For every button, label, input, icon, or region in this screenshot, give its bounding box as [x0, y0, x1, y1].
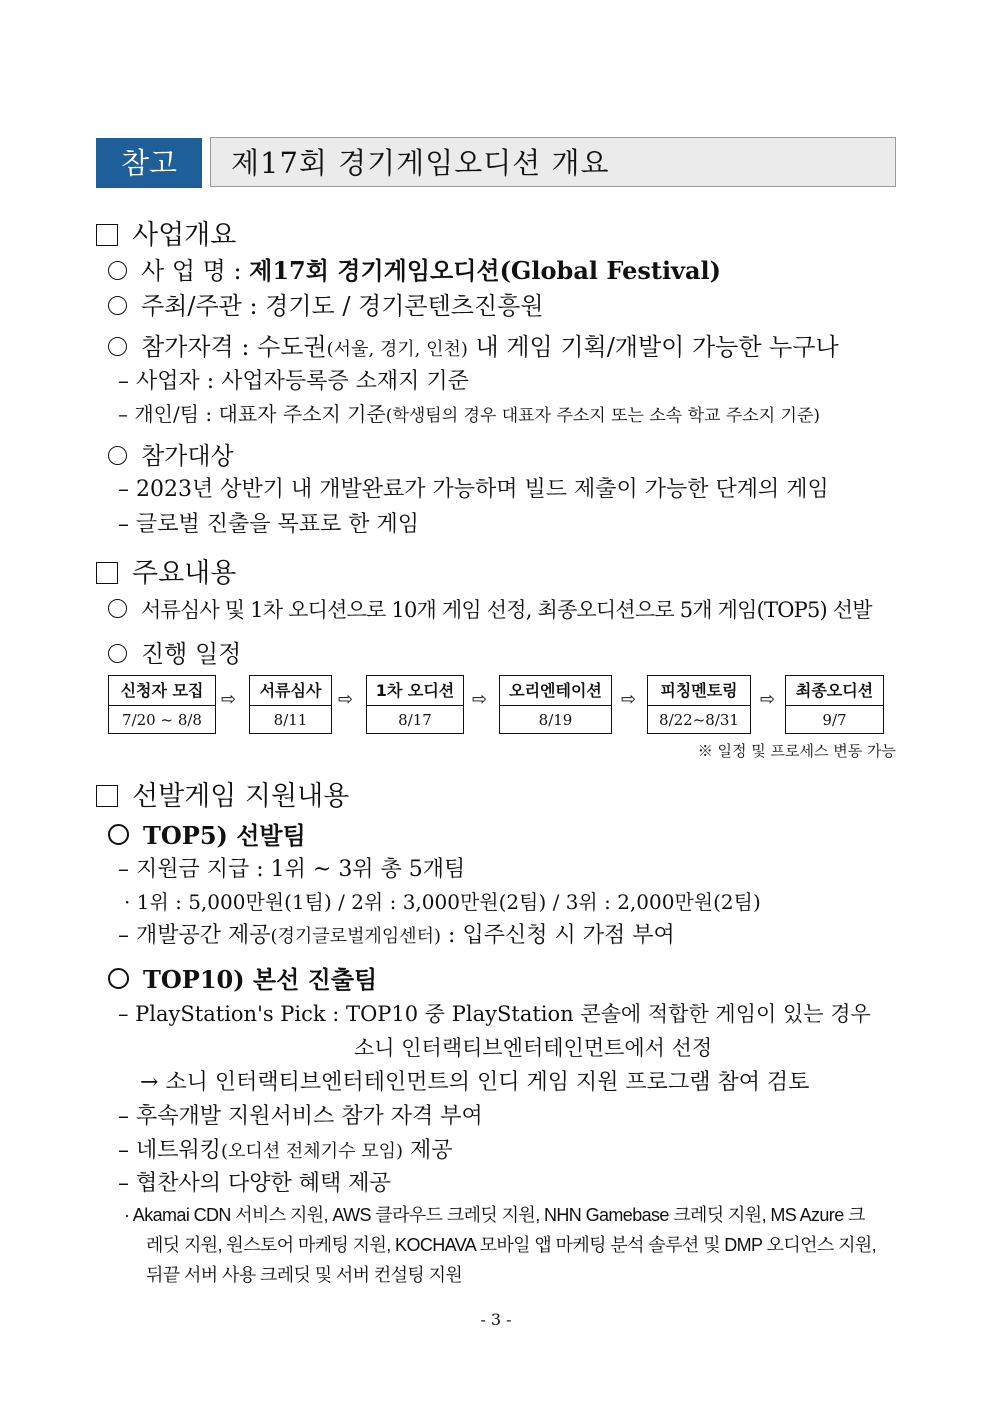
top5-heading: TOP5) 선발팀 [108, 816, 306, 851]
checkbox-square-icon [96, 785, 118, 807]
flow-arrow-icon: ⇨ [472, 689, 488, 710]
flow-arrow-icon: ⇨ [621, 689, 637, 710]
circle-bullet-icon [108, 824, 129, 845]
flow-arrow-icon: ⇨ [338, 689, 354, 710]
sub-business: – 사업자 : 사업자등록증 소재지 기준 [118, 369, 469, 394]
item-target: 참가대상 [108, 436, 234, 471]
step-date: 8/17 [398, 711, 432, 729]
sub-target-1: – 2023년 상반기 내 개발완료가 가능하며 빌드 제출이 가능한 단계의 게임 [118, 477, 829, 502]
top10-heading: TOP10) 본선 진출팀 [108, 960, 377, 995]
step-title: 피칭멘토링 [648, 676, 750, 706]
flow-arrow-icon: ⇨ [221, 689, 237, 710]
circle-bullet-icon [108, 446, 127, 465]
circle-bullet-icon [108, 599, 127, 618]
circle-bullet-icon [108, 261, 127, 280]
circle-bullet-icon [108, 337, 127, 356]
section-heading-main-content: 주요내용 [96, 551, 236, 590]
step-title: 서류심사 [250, 676, 331, 706]
section-heading-support: 선발게임 지원내용 [96, 774, 349, 813]
top5-grant-detail: · 1위 : 5,000만원(1팀) / 2위 : 3,000만원(2팀) / 3위 : 2,000만원(2팀) [124, 890, 761, 914]
step-date: 9/7 [822, 711, 847, 729]
sponsor-list-line-3: 뒤끝 서버 사용 크레딧 및 서버 컨설팅 지원 [146, 1265, 463, 1285]
step-date: 8/11 [273, 711, 308, 729]
schedule-step-document-review [249, 675, 332, 734]
step-title: 최종오디션 [786, 676, 883, 706]
item-project-name: 사 업 명 : 제17회 경기게임오디션(Global Festival) [108, 251, 721, 286]
schedule-step-final-audition [785, 675, 884, 734]
schedule-step-application [108, 675, 216, 734]
checkbox-square-icon [96, 562, 118, 584]
top10-playstation-arrow: → 소니 인터랙티브엔터테인먼트의 인디 게임 지원 프로그램 참여 검토 [140, 1070, 810, 1095]
item-selection: 서류심사 및 1차 오디션으로 10개 게임 선정, 최종오디션으로 5개 게임(TOP5) 선발 [108, 594, 872, 624]
step-date: 8/19 [538, 711, 573, 729]
schedule-note: ※ 일정 및 프로세스 변동 가능 [697, 742, 896, 760]
item-host: 주최/주관 : 경기도 / 경기콘텐츠진흥원 [108, 286, 544, 321]
top10-networking: – 네트워킹(오디션 전체기수 모임) 제공 [118, 1138, 453, 1163]
circle-bullet-icon [108, 296, 127, 315]
circle-bullet-icon [108, 644, 127, 663]
item-eligibility: 참가자격 : 수도권(서울, 경기, 인천) 내 게임 기획/개발이 가능한 누구나 [108, 327, 839, 362]
reference-badge: 참고 [96, 138, 202, 188]
step-title: 1차 오디션 [367, 676, 463, 706]
page-number: - 3 - [480, 1310, 512, 1329]
section-heading-overview: 사업개요 [96, 213, 236, 252]
top5-grant: – 지원금 지급 : 1위 ~ 3위 총 5개팀 [118, 857, 466, 882]
flow-arrow-icon: ⇨ [760, 689, 776, 710]
sub-target-2: – 글로벌 진출을 목표로 한 게임 [118, 512, 419, 537]
step-date: 8/22~8/31 [659, 711, 739, 729]
step-title: 오리엔테이션 [500, 676, 611, 706]
top10-sponsors: – 협찬사의 다양한 혜택 제공 [118, 1171, 391, 1196]
top5-space: – 개발공간 제공(경기글로벌게임센터) : 입주신청 시 가점 부여 [118, 923, 675, 948]
sub-individual: – 개인/팀 : 대표자 주소지 기준(학생팀의 경우 대표자 주소지 또는 소속 학교 주소지 기준) [118, 402, 820, 426]
top10-followup: – 후속개발 지원서비스 참가 자격 부여 [118, 1104, 483, 1129]
top10-playstation-pick-cont: 소니 인터랙티브엔터테인먼트에서 선정 [354, 1036, 713, 1060]
item-schedule: 진행 일정 [108, 634, 241, 669]
step-date: 7/20 ~ 8/8 [122, 711, 202, 729]
top10-playstation-pick: – PlayStation's Pick : TOP10 중 PlayStation 콘솔에 적합한 게임이 있는 경우 [118, 1002, 871, 1026]
circle-bullet-icon [108, 968, 129, 989]
step-title: 신청자 모집 [109, 676, 215, 706]
sponsor-list-line-1: · Akamai CDN 서비스 지원, AWS 클라우드 크레딧 지원, NHN Gamebase 크레딧 지원, MS Azure 크 [124, 1205, 865, 1225]
schedule-step-pitching-mentoring [647, 675, 751, 734]
page-title: 제17회 경기게임오디션 개요 [210, 137, 896, 187]
schedule-step-orientation [499, 675, 612, 734]
schedule-step-first-audition [366, 675, 464, 734]
checkbox-square-icon [96, 224, 118, 246]
sponsor-list-line-2: 레딧 지원, 원스토어 마케팅 지원, KOCHAVA 모바일 앱 마케팅 분석 솔루션 및 DMP 오디언스 지원, [146, 1235, 877, 1255]
